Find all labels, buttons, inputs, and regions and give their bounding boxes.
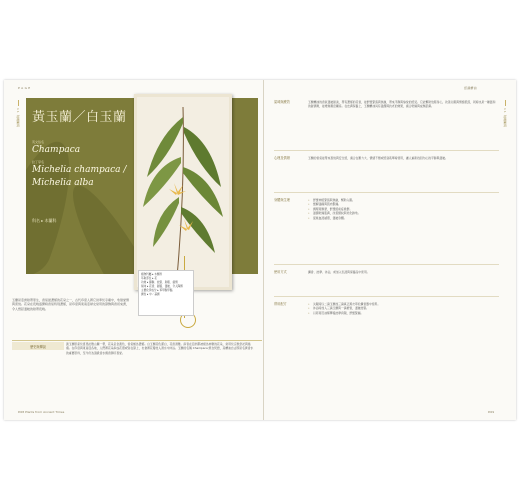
tab-line <box>18 100 19 106</box>
info-line: 氣味 ▸ 花香、甜膩、溫暖、令人陶醉 <box>141 285 183 288</box>
book-spread <box>4 80 516 420</box>
plant-info-box <box>138 270 194 316</box>
bullet-item: • 舒緩神經緊張與焦慮，幫助入眠。 <box>308 198 498 202</box>
row-rule <box>274 192 499 193</box>
right-running-head: 認識精油 <box>464 86 477 90</box>
botanical-plate <box>134 94 232 290</box>
info-row <box>274 156 499 186</box>
row-body: 玉蘭的香氣能帶來喜悅與安全感，適合在壓力大、情緒不穩或感到孤單時使用，讓人重新找回內心的平靜與溫暖。 <box>308 156 448 160</box>
gutter <box>263 80 264 420</box>
plant-illustration-icon <box>137 97 229 287</box>
row-rule <box>274 150 499 151</box>
row-bullets <box>308 302 498 315</box>
right-folio: P.69 <box>488 410 495 414</box>
bullet-item: • 以荷荷芭油稀釋後按摩肩頸，舒緩緊繃。 <box>308 311 498 315</box>
section-paragraph: 黃玉蘭原產於喜馬拉雅山麓一帶，花朵呈金黃色，香氣極為濃郁。白玉蘭花色潔白，花香清雅。兩者在亞洲都被視為神聖的花朵，常用於宗教祭祀與婚禮。在印度與東南亞各地，人們將花朵串成花環或別在髮上，也會將花瓣放入清水中沐浴。玉蘭的名稱 Champaca 源自梵語，其精油自古即是名貴香水的重要原料，至今仍為頂級香水調香師所喜愛。 <box>66 342 254 355</box>
right-tab-label: 認識精油 <box>503 114 507 127</box>
left-tab-number: 1 1 <box>16 108 20 113</box>
info-line: 萃取部位 ▸ 花 <box>141 277 157 280</box>
row-heading: 心理及情緒 <box>274 156 290 160</box>
section-divider <box>12 340 262 341</box>
tab-line <box>505 100 506 106</box>
latin-name-2: Michelia alba <box>32 178 94 188</box>
info-line: 功效 ▸ 鎮靜、放鬆、助眠、催情 <box>141 281 178 284</box>
left-side-tab <box>12 100 24 127</box>
row-heading: 身體與生理 <box>274 198 290 202</box>
bullet-item: • 沐浴時加入三滴玉蘭與一滴檀香，溫暖放鬆。 <box>308 306 498 310</box>
row-heading: 使用方式 <box>274 270 287 274</box>
row-bullets <box>308 198 498 220</box>
bullet-item: • 調理荷爾蒙，舒緩經前症候群。 <box>308 207 498 211</box>
latin-name-1: Michelia champaca / <box>32 165 127 175</box>
info-row <box>274 198 499 258</box>
family-name: 科名 ▸ 木蘭科 <box>32 218 57 223</box>
info-line: 調性 ▸ 中／基調 <box>141 293 160 296</box>
row-heading: 實用配方 <box>274 302 287 306</box>
left-tab-label: 認識精油 <box>16 114 20 127</box>
info-row <box>274 302 499 342</box>
section-label: 歷史與傳說 <box>12 342 64 350</box>
row-body: 玉蘭精油的香氣溫暖甜美，帶有濃郁的花香，能舒緩緊張與焦慮，帶來平靜與愉悅的感受。它能幫助放鬆身心，改善失眠與情緒低落，同時也是一種溫和的催情劑，能增進親密關係。在皮膚保養上，玉蘭精油具有滋潤與抗老的效果，適合乾燥與成熟肌膚。 <box>308 100 496 109</box>
bullet-item: • 滋潤乾燥肌膚，改善細紋與老化跡象。 <box>308 211 498 215</box>
row-body: 擴香、按摩、沐浴，或加入乳液與保養品中使用。 <box>308 270 370 274</box>
right-tab-number: 1 1 <box>503 108 507 113</box>
common-name-label: 英文俗名 <box>32 140 45 144</box>
row-rule <box>274 264 499 265</box>
info-row <box>274 100 499 144</box>
right-side-tab <box>500 100 510 127</box>
left-running-head: P A G E <box>18 86 31 90</box>
bullet-item: • 失眠時以二滴玉蘭加三滴真正薰衣草於擴香器中使用。 <box>308 302 498 306</box>
bullet-item: • 緩解頭痛與肌肉緊繃。 <box>308 202 498 206</box>
info-line: 主要化學成分 ▸ 苯甲酸甲酯 <box>141 289 173 292</box>
bullet-item: • 促進血液循環，溫暖身體。 <box>308 216 498 220</box>
left-folio: P.68 Plants from Ancient Times <box>18 410 65 414</box>
row-rule <box>274 296 499 297</box>
info-row <box>274 270 499 290</box>
row-heading: 氣味與療效 <box>274 100 290 104</box>
info-line: 植物科屬 ▸ 木蘭科 <box>141 273 163 276</box>
intro-paragraph: 玉蘭是亞洲熱帶原生，香氣最濃郁的花朵之一，古代印度人將它供奉於寺廟中，象徵愛情與喜悅。花朵在夜晚盛開時香氣特別濃郁，是印度與東南亞婦女常用的髮飾與香氛來源，令人想起溫暖的熱帶夜晚。 <box>12 298 130 311</box>
page-title: 黃玉蘭／白玉蘭 <box>32 110 127 125</box>
common-name: Champaca <box>32 145 81 155</box>
latin-name-label: 拉丁學名 <box>32 160 45 164</box>
